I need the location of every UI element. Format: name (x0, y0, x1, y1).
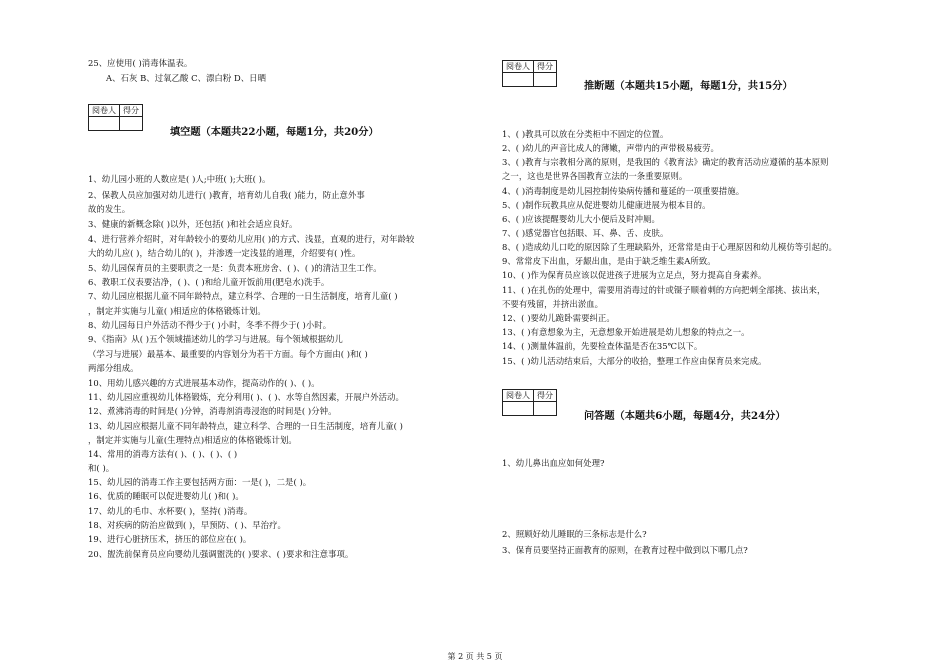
reviewer-label: 阅卷人 (89, 105, 120, 117)
fill-line: 14、常用的消毒方法有( )、( )、( )、( ) (88, 449, 238, 459)
fill-line: ，制定并实施与儿童(生理特点)相适应的体格锻炼计划。 (88, 435, 297, 445)
question-25-options: A、石灰 B、过氧乙酸 C、漂白粉 D、日晒 (106, 73, 267, 83)
score-cell[interactable] (120, 117, 143, 131)
qa-question-1: 1、幼儿鼻出血应如何处理? (502, 458, 605, 468)
fill-section-title: 填空题（本题共22小题，每题1分，共20分） (170, 126, 379, 138)
judge-line: 1、( )教具可以放在分类柜中不固定的位置。 (502, 129, 669, 139)
fill-line: 20、盥洗前保育员应向婴幼儿强调盥洗的( )要求、( )要求和注意事项。 (88, 549, 354, 559)
fill-line: 1、幼儿园小班的人数应是( )人;中班( );大班( )。 (88, 174, 271, 184)
fill-line: 17、幼儿的毛巾、水杯要( )，坚持( )消毒。 (88, 506, 253, 516)
fill-line: 19、进行心脏挤压术，挤压的部位应在( )。 (88, 534, 252, 544)
judge-line: 9、常常皮下出血，牙龈出血，是由于缺乏维生素A所致。 (502, 256, 716, 266)
fill-line: 7、幼儿园应根据儿童不同年龄特点，建立科学、合理的一日生活制度，培育儿童( ) (88, 291, 398, 301)
qa-section-title: 问答题（本题共6小题，每题4分，共24分） (584, 410, 786, 422)
fill-line: 10、用幼儿感兴趣的方式进展基本动作，提高动作的( )、( )。 (88, 378, 320, 388)
judge-line: 3、( )教育与宗教相分离的原则，是我国的《教育法》确定的教育活动应遵循的基本原则 (502, 157, 829, 167)
fill-line: 5、幼儿园保育员的主要职责之一是：负责本班房舍、( )、( )的清洁卫生工作。 (88, 263, 382, 273)
fill-line: 8、幼儿园每日户外活动不得少于( )小时，冬季不得少于( )小时。 (88, 320, 332, 330)
judge-line: 5、( )制作玩教具应从促进婴幼儿健康进展为根本目的。 (502, 200, 711, 210)
reviewer-cell[interactable] (503, 402, 534, 416)
judge-line: 6、( )应该提醒婴幼儿大小便后及时冲厕。 (502, 214, 660, 224)
reviewer-label: 阅卷人 (503, 61, 534, 73)
score-label: 得分 (120, 105, 143, 117)
judge-line: 13、( )有意想象为主，无意想象开始进展是幼儿想象的特点之一。 (502, 327, 750, 337)
judge-line: 7、( )感觉器官包括眼、耳、鼻、舌、皮肤。 (502, 228, 669, 238)
fill-line: 15、幼儿园的消毒工作主要包括两方面：一是( )，二是( )。 (88, 477, 312, 487)
fill-line: 和( )。 (88, 463, 115, 473)
score-table (502, 60, 557, 87)
reviewer-cell[interactable] (503, 73, 534, 87)
judge-line: 之一，这也是世界各国教育立法的一条重要原则。 (502, 171, 688, 181)
judge-section-title: 推断题（本题共15小题，每题1分，共15分） (584, 80, 793, 92)
score-cell[interactable] (534, 73, 557, 87)
fill-line: 12、煮沸消毒的时间是( )分钟，消毒剂消毒浸泡的时间是( )分钟。 (88, 406, 337, 416)
fill-line: 16、优质的睡眠可以促进婴幼儿( )和( )。 (88, 491, 244, 501)
score-label: 得分 (534, 390, 557, 402)
judge-line: 15、( )幼儿活动结束后，大部分的收拾，整理工作应由保育员来完成。 (502, 356, 767, 366)
score-label: 得分 (534, 61, 557, 73)
fill-line: 3、健康的新概念除( )以外，还包括( )和社会适应良好。 (88, 219, 298, 229)
qa-question-3: 3、保育员要坚持正面教育的原则，在教育过程中做到以下哪几点? (502, 545, 748, 555)
fill-line: 13、幼儿园应根据儿童不同年龄特点，建立科学、合理的一日生活制度，培育儿童( ) (88, 421, 403, 431)
qa-question-2: 2、照顾好幼儿睡眠的三条标志是什么? (502, 529, 647, 539)
fill-line: 6、教职工仪表要洁净，( )、( )和给儿童开饭前用(肥皂水)洗手。 (88, 277, 330, 287)
judge-line: 11、( )在扎伤的处理中，需要用消毒过的针或镊子顺着刺的方向把刺全部挑、拔出来， (502, 285, 826, 295)
question-25: 25、应使用( )消毒体温表。 (88, 58, 193, 68)
fill-line: 2、保教人员应加强对幼儿进行( )教育，培育幼儿自我( )能力，防止意外事 (88, 190, 365, 200)
fill-line: 9、《指南》从( )五个领域描述幼儿的学习与进展。每个领域根据幼儿 (88, 334, 343, 344)
reviewer-label: 阅卷人 (503, 390, 534, 402)
fill-line: 18、对疾病的防治应做到( )，早预防、( )、早治疗。 (88, 520, 286, 530)
judge-line: 10、( )作为保育员应该以促进孩子进展为立足点，努力提高自身素养。 (502, 270, 767, 280)
page-footer: 第 2 页 共 5 页 (447, 652, 503, 661)
reviewer-cell[interactable] (89, 117, 120, 131)
fill-line: 大的幼儿应( )，结合幼儿的( )，并渗透一定浅显的道理，介绍要有( )性。 (88, 248, 361, 258)
fill-line: 11、幼儿园应重视幼儿体格锻炼，充分利用( )、( )、水等自然因素，开展户外活动。 (88, 392, 404, 402)
judge-line: 14、( )测量体温前，先要检查体温是否在35℃以下。 (502, 341, 703, 351)
fill-line: 故的发生。 (88, 204, 131, 214)
score-cell[interactable] (534, 402, 557, 416)
fill-line: （学习与进展）最基本、最重要的内容划分为若干方面。每个方面由( )和( ) (88, 349, 368, 359)
judge-line: 不要有残留，并挤出淤血。 (502, 299, 604, 309)
judge-line: 12、( )要幼儿跪卧需要纠正。 (502, 313, 615, 323)
judge-line: 4、( )消毒制度是幼儿园控制传染病传播和蔓延的一项重要措施。 (502, 186, 745, 196)
score-table (502, 389, 557, 416)
fill-line: 两部分组成。 (88, 363, 139, 373)
score-table (88, 104, 143, 131)
judge-line: 2、( )幼儿的声音比成人的薄嫩，声带内的声带极易疲劳。 (502, 143, 719, 153)
fill-line: 4、进行营养介绍时，对年龄较小的要幼儿应用( )的方式、浅显，直观的进行，对年龄较 (88, 234, 415, 244)
fill-line: ，制定并实施与儿童( )相适应的体格锻炼计划。 (88, 306, 266, 316)
judge-line: 8、( )造成幼儿口吃的原因除了生理缺陷外，还常常是由于心理原因和幼儿模仿等引起的。 (502, 242, 837, 252)
